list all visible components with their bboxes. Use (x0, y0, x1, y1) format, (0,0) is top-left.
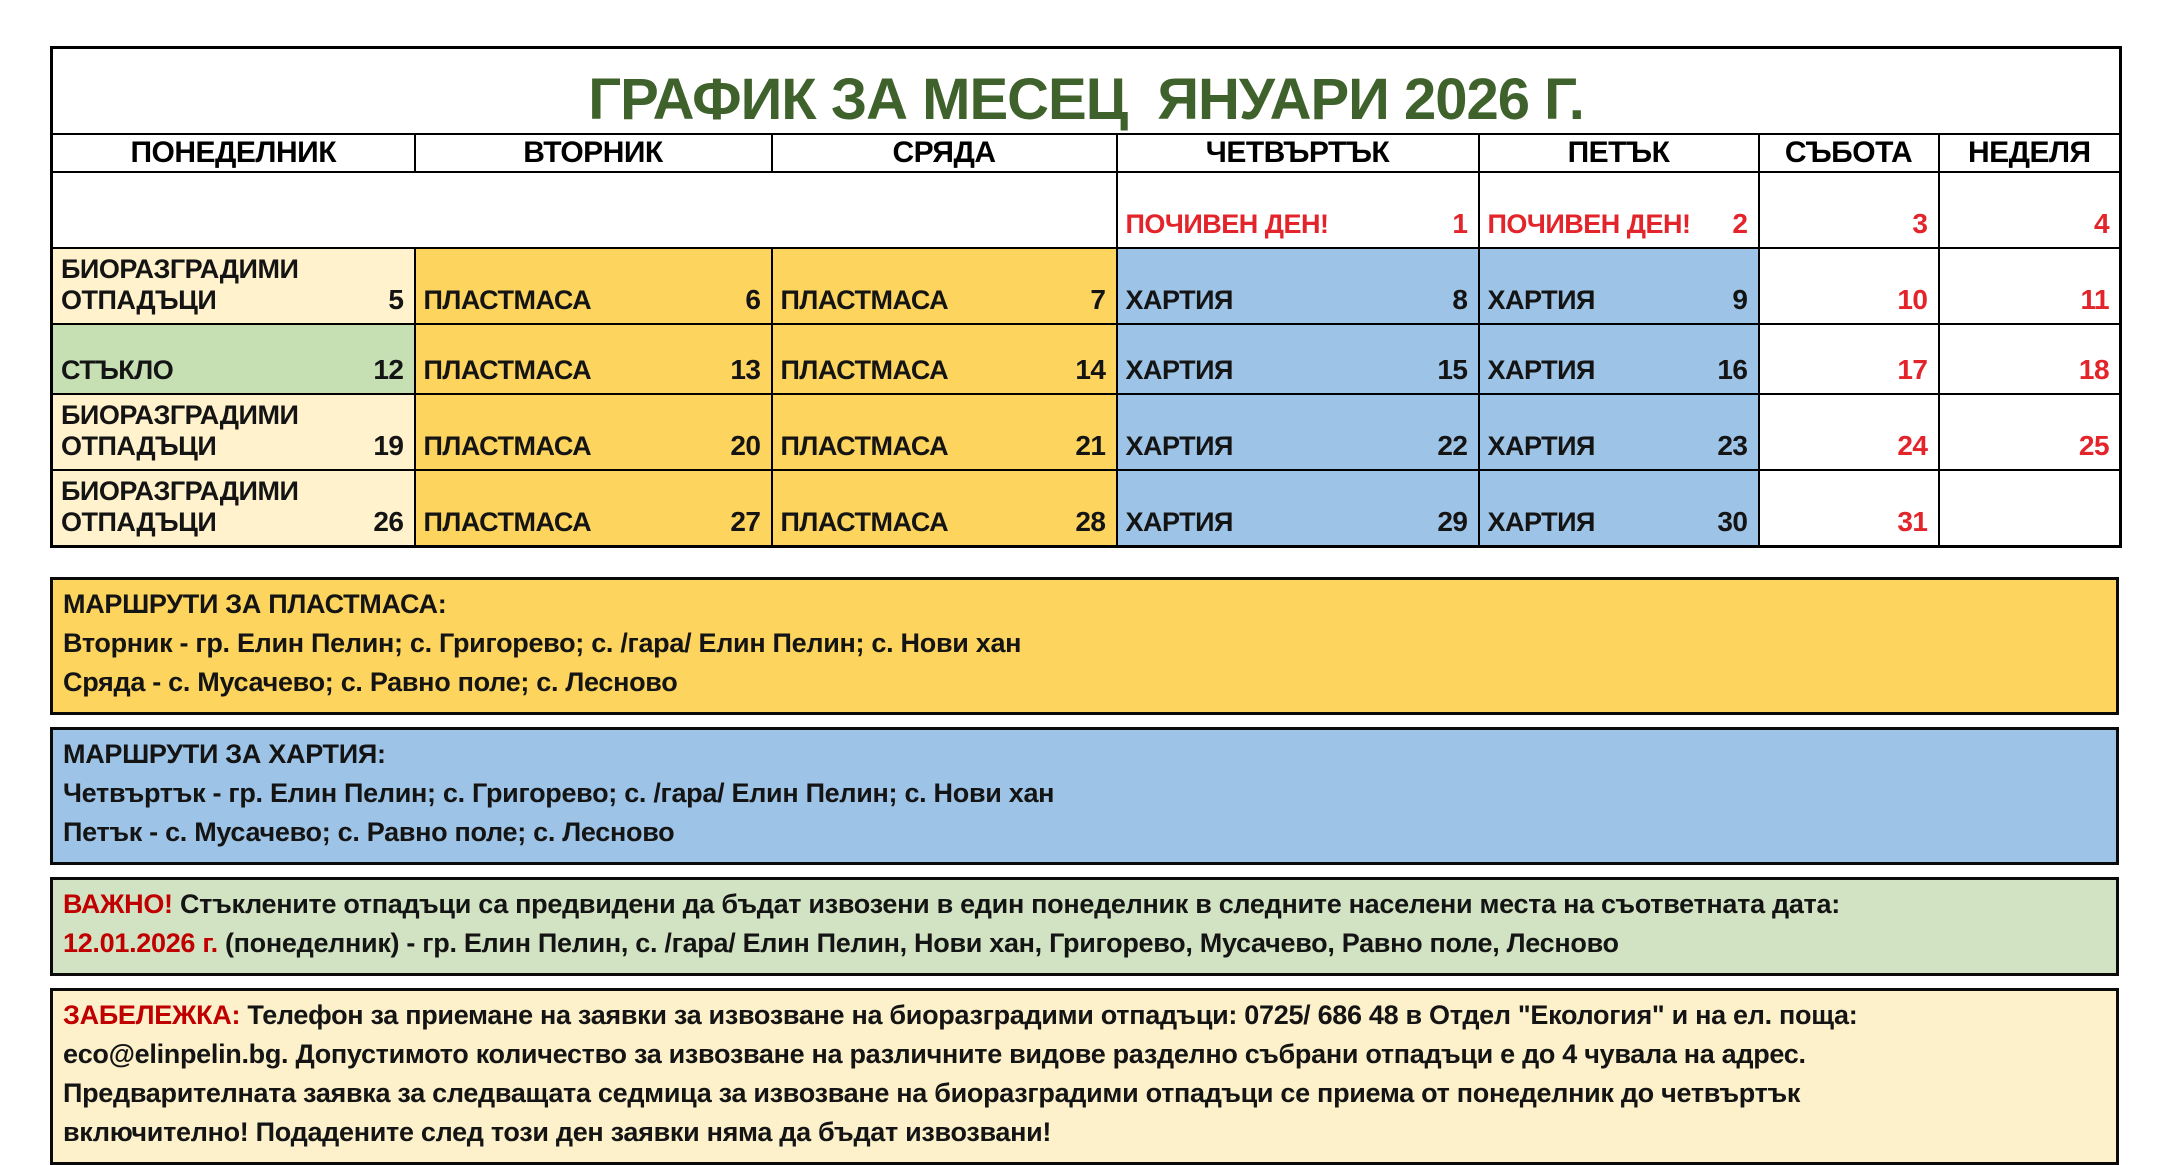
date-number: 14 (1075, 354, 1106, 385)
date-number: 28 (1075, 506, 1106, 537)
week-row-2 (52, 248, 2121, 324)
calendar-cell-plastic-jan6 (415, 248, 772, 324)
note-box (50, 988, 2119, 1165)
date-number: 20 (730, 430, 761, 461)
calendar-cell-weekend-jan4 (1939, 172, 2121, 248)
calendar-cell-empty (1939, 470, 2121, 547)
note-line-4: включително! Подадените след този ден заявки няма да бъдат извозвани! (63, 1117, 1052, 1147)
calendar-table (50, 46, 2122, 548)
calendar-cell-plastic-jan20 (415, 394, 772, 470)
calendar-cell-weekend-jan25 (1939, 394, 2121, 470)
waste-type-label: ПЛАСТМАСА (423, 355, 592, 385)
date-number: 15 (1437, 354, 1468, 385)
calendar-cell-holiday-jan2 (1479, 172, 1759, 248)
date-number: 21 (1075, 430, 1106, 461)
calendar-cell-plastic-jan21 (772, 394, 1117, 470)
date-number: 3 (1912, 208, 1928, 239)
calendar-cell-paper-jan16 (1479, 324, 1759, 394)
date-number: 26 (373, 506, 404, 537)
calendar-cell-paper-jan8 (1117, 248, 1479, 324)
date-number: 16 (1717, 354, 1748, 385)
waste-type-label: ХАРТИЯ (1125, 507, 1233, 537)
waste-type-label: ХАРТИЯ (1487, 285, 1595, 315)
date-number: 17 (1897, 354, 1928, 385)
calendar-cell-bio-jan19 (52, 394, 415, 470)
holiday-label: ПОЧИВЕН ДЕН! (1487, 209, 1691, 239)
waste-type-label: ХАРТИЯ (1125, 285, 1233, 315)
waste-type-label: БИОРАЗГРАДИМИ ОТПАДЪЦИ (61, 400, 299, 461)
date-number: 9 (1732, 284, 1748, 315)
date-number: 29 (1437, 506, 1468, 537)
note-line-2: eco@elinpelin.bg. Допустимото количество за извозване на различните видове разделно събрани отпадъци е до 4 чувала на адрес. (63, 1039, 1806, 1069)
calendar-cell-holiday-jan1 (1117, 172, 1479, 248)
calendar-cell-weekend-jan17 (1759, 324, 1939, 394)
plastic-route-wednesday: Сряда - с. Мусачево; с. Равно поле; с. Лесново (63, 667, 678, 697)
day-header-friday: ПЕТЪК (1479, 134, 1759, 172)
waste-type-label: БИОРАЗГРАДИМИ ОТПАДЪЦИ (61, 254, 299, 315)
calendar-cell-weekend-jan11 (1939, 248, 2121, 324)
calendar-cell-plastic-jan14 (772, 324, 1117, 394)
date-number: 23 (1717, 430, 1748, 461)
note-line-1 (63, 996, 2104, 1035)
calendar-cell-paper-jan30 (1479, 470, 1759, 547)
calendar-cell-bio-jan26 (52, 470, 415, 547)
calendar-cell-plastic-jan28 (772, 470, 1117, 547)
date-number: 30 (1717, 506, 1748, 537)
week-row-1 (52, 172, 2121, 248)
calendar-cell-empty (52, 172, 1117, 248)
calendar-cell-weekend-jan18 (1939, 324, 2121, 394)
important-line-1 (63, 885, 2104, 924)
date-number: 19 (373, 430, 404, 461)
note-line-3: Предварителната заявка за следващата седмица за извозване на биоразградими отпадъци се приема от понеделник до четвъртък (63, 1078, 1801, 1108)
title-row (52, 48, 2121, 135)
date-number: 25 (2078, 430, 2110, 461)
day-header-row (52, 134, 2121, 172)
date-number: 2 (1732, 208, 1748, 239)
day-header-tuesday: ВТОРНИК (415, 134, 772, 172)
week-row-4 (52, 394, 2121, 470)
date-number: 7 (1090, 284, 1106, 315)
waste-type-label: ПЛАСТМАСА (780, 355, 949, 385)
important-notice-box (50, 877, 2119, 976)
calendar-cell-paper-jan29 (1117, 470, 1479, 547)
waste-type-label: ХАРТИЯ (1487, 355, 1595, 385)
date-number: 22 (1437, 430, 1468, 461)
holiday-label: ПОЧИВЕН ДЕН! (1125, 209, 1329, 239)
plastic-route-tuesday: Вторник - гр. Елин Пелин; с. Григорево; с. /гара/ Елин Пелин; с. Нови хан (63, 628, 1022, 658)
note-text-1: Телефон за приемане на заявки за извозване на биоразградими отпадъци: 0725/ 686 48 в Отдел "Екология" и на ел. поща: (247, 1000, 1858, 1030)
paper-route-thursday: Четвъртък - гр. Елин Пелин; с. Григорево; с. /гара/ Елин Пелин; с. Нови хан (63, 778, 1055, 808)
plastic-routes-title: МАРШРУТИ ЗА ПЛАСТМАСА: (63, 589, 447, 619)
calendar-cell-paper-jan22 (1117, 394, 1479, 470)
date-number: 8 (1452, 284, 1468, 315)
waste-type-label: ПЛАСТМАСА (423, 285, 592, 315)
important-text: Стъклените отпадъци са предвидени да бъдат извозени в един понеделник в следните населени места на съответната дата: (179, 889, 1840, 919)
waste-type-label: ПЛАСТМАСА (780, 285, 949, 315)
important-date: 12.01.2026 г. (63, 928, 218, 958)
calendar-cell-plastic-jan7 (772, 248, 1117, 324)
day-header-sunday: НЕДЕЛЯ (1939, 134, 2121, 172)
date-number: 27 (730, 506, 761, 537)
paper-route-friday: Петък - с. Мусачево; с. Равно поле; с. Лесново (63, 817, 675, 847)
date-number: 5 (388, 284, 404, 315)
note-label: ЗАБЕЛЕЖКА: (63, 1000, 241, 1030)
important-date-text: (понеделник) - гр. Елин Пелин, с. /гара/ Елин Пелин, Нови хан, Григорево, Мусачево, Равно поле, Лесново (224, 928, 1619, 958)
waste-type-label: ХАРТИЯ (1487, 431, 1595, 461)
date-number: 24 (1897, 430, 1928, 461)
calendar-cell-weekend-jan31 (1759, 470, 1939, 547)
page-title: ГРАФИК ЗА МЕСЕЦ ЯНУАРИ 2026 Г. (52, 48, 2121, 135)
calendar-cell-plastic-jan27 (415, 470, 772, 547)
waste-type-label: ПЛАСТМАСА (780, 507, 949, 537)
plastic-routes-box (50, 577, 2119, 715)
date-number: 31 (1897, 506, 1928, 537)
calendar-cell-glass-jan12 (52, 324, 415, 394)
waste-type-label: ПЛАСТМАСА (423, 507, 592, 537)
day-header-wednesday: СРЯДА (772, 134, 1117, 172)
calendar-cell-bio-jan5 (52, 248, 415, 324)
calendar-cell-plastic-jan13 (415, 324, 772, 394)
waste-type-label: ХАРТИЯ (1487, 507, 1595, 537)
date-number: 18 (2078, 354, 2110, 385)
waste-type-label: ХАРТИЯ (1125, 431, 1233, 461)
important-label: ВАЖНО! (63, 889, 173, 919)
day-header-saturday: СЪБОТА (1759, 134, 1939, 172)
paper-routes-title: МАРШРУТИ ЗА ХАРТИЯ: (63, 739, 386, 769)
date-number: 6 (745, 284, 761, 315)
calendar-cell-weekend-jan24 (1759, 394, 1939, 470)
calendar-cell-weekend-jan10 (1759, 248, 1939, 324)
calendar-cell-paper-jan15 (1117, 324, 1479, 394)
date-number: 12 (373, 354, 404, 385)
week-row-5 (52, 470, 2121, 547)
day-header-thursday: ЧЕТВЪРТЪК (1117, 134, 1479, 172)
date-number: 1 (1452, 208, 1468, 239)
calendar-cell-paper-jan23 (1479, 394, 1759, 470)
week-row-3 (52, 324, 2121, 394)
day-header-monday: ПОНЕДЕЛНИК (52, 134, 415, 172)
date-number: 11 (2080, 284, 2110, 315)
waste-type-label: ПЛАСТМАСА (780, 431, 949, 461)
waste-type-label: ПЛАСТМАСА (423, 431, 592, 461)
paper-routes-box (50, 727, 2119, 865)
date-number: 13 (730, 354, 761, 385)
calendar-cell-weekend-jan3 (1759, 172, 1939, 248)
waste-type-label: БИОРАЗГРАДИМИ ОТПАДЪЦИ (61, 476, 299, 537)
date-number: 10 (1897, 284, 1928, 315)
date-number: 4 (2094, 208, 2110, 239)
waste-type-label: СТЪКЛО (61, 355, 174, 385)
important-line-2 (63, 924, 2104, 963)
calendar-cell-paper-jan9 (1479, 248, 1759, 324)
waste-type-label: ХАРТИЯ (1125, 355, 1233, 385)
